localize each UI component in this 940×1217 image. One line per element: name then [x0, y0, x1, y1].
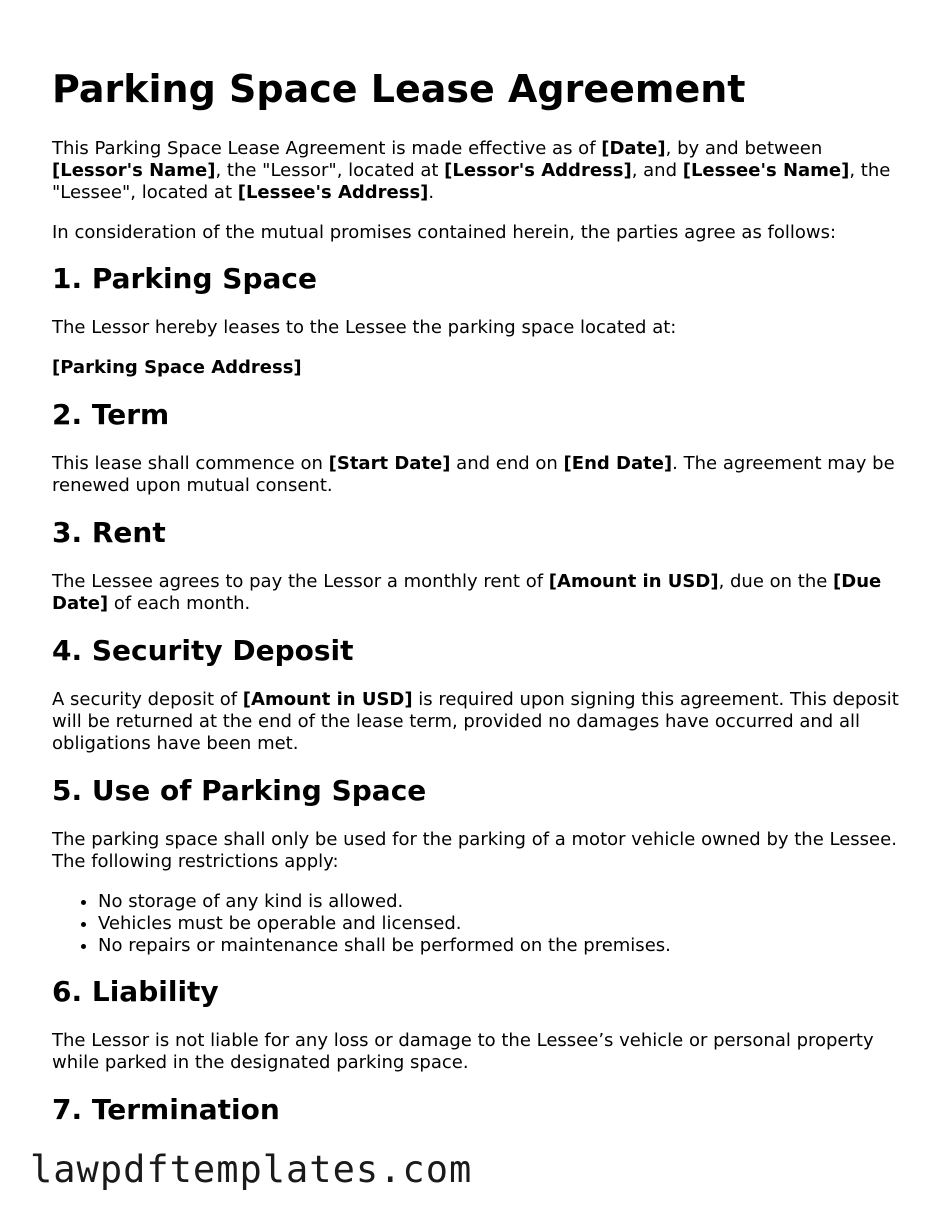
lessee-name-placeholder: [Lessee's Name] [682, 160, 850, 181]
lessor-name-placeholder: [Lessor's Name] [52, 160, 216, 181]
lessee-address-placeholder: [Lessee's Address] [237, 182, 429, 203]
lessor-address-placeholder: [Lessor's Address] [444, 160, 632, 181]
list-item: • Vehicles must be operable and licensed. [98, 913, 902, 935]
section-1-text: The Lessor hereby leases to the Lessee the parking space located at: [52, 317, 677, 338]
rent-text: of each month. [108, 593, 251, 614]
term-text: and end on [450, 453, 564, 474]
restrictions-list [52, 891, 902, 957]
section-heading-security-deposit: 4. Security Deposit [52, 634, 354, 667]
section-6-text: The Lessor is not liable for any loss or damage to the Lessee’s vehicle or personal property while parked in the designated parking space. [52, 1030, 874, 1073]
intro-text: . [428, 182, 435, 203]
deposit-text: is required upon signing this agreement. This deposit will be returned at the end of the lease term, provided no damages have occurred and all obligations have been met. [52, 689, 899, 754]
section-heading-use-of-parking-space: 5. Use of Parking Space [52, 774, 427, 807]
section-heading-term: 2. Term [52, 398, 170, 431]
rent-amount-placeholder: [Amount in USD] [548, 571, 719, 592]
intro-text: , the "Lessee", located at [52, 160, 891, 203]
section-3-text [52, 571, 902, 615]
term-text: This lease shall commence on [52, 453, 329, 474]
date-placeholder: [Date] [601, 138, 666, 159]
section-heading-liability: 6. Liability [52, 975, 219, 1008]
intro-text: , the "Lessor", located at [215, 160, 445, 181]
section-2-text [52, 453, 902, 497]
list-item: • No repairs or maintenance shall be performed on the premises. [98, 935, 902, 957]
start-date-placeholder: [Start Date] [328, 453, 451, 474]
parking-space-address-placeholder [52, 357, 902, 379]
parking-space-address: [Parking Space Address] [52, 357, 302, 378]
term-text: . The agreement may be renewed upon mutual consent. [52, 453, 895, 496]
intro-paragraph [52, 138, 902, 204]
rent-text: The Lessee agrees to pay the Lessor a monthly rent of [52, 571, 549, 592]
rent-text: , due on the [718, 571, 834, 592]
intro-text: , by and between [665, 138, 823, 159]
section-heading-parking-space: 1. Parking Space [52, 262, 317, 295]
due-date-placeholder: [Due Date] [52, 571, 882, 614]
deposit-text: A security deposit of [52, 689, 243, 710]
list-item: • No storage of any kind is allowed. [98, 891, 902, 913]
intro-text: This Parking Space Lease Agreement is made effective as of [52, 138, 602, 159]
consideration-paragraph: In consideration of the mutual promises contained herein, the parties agree as follows: [52, 222, 837, 243]
section-4-text [52, 689, 902, 755]
document-page [52, 62, 902, 1128]
intro-text: , and [631, 160, 683, 181]
document-title: Parking Space Lease Agreement [52, 67, 746, 111]
end-date-placeholder: [End Date] [563, 453, 673, 474]
section-5-text: The parking space shall only be used for the parking of a motor vehicle owned by the Lessee. The following restrictions apply: [52, 829, 897, 872]
section-heading-rent: 3. Rent [52, 516, 166, 549]
deposit-amount-placeholder: [Amount in USD] [242, 689, 413, 710]
watermark-text: lawpdftemplates.com [30, 1146, 472, 1194]
section-heading-termination: 7. Termination [52, 1093, 280, 1126]
